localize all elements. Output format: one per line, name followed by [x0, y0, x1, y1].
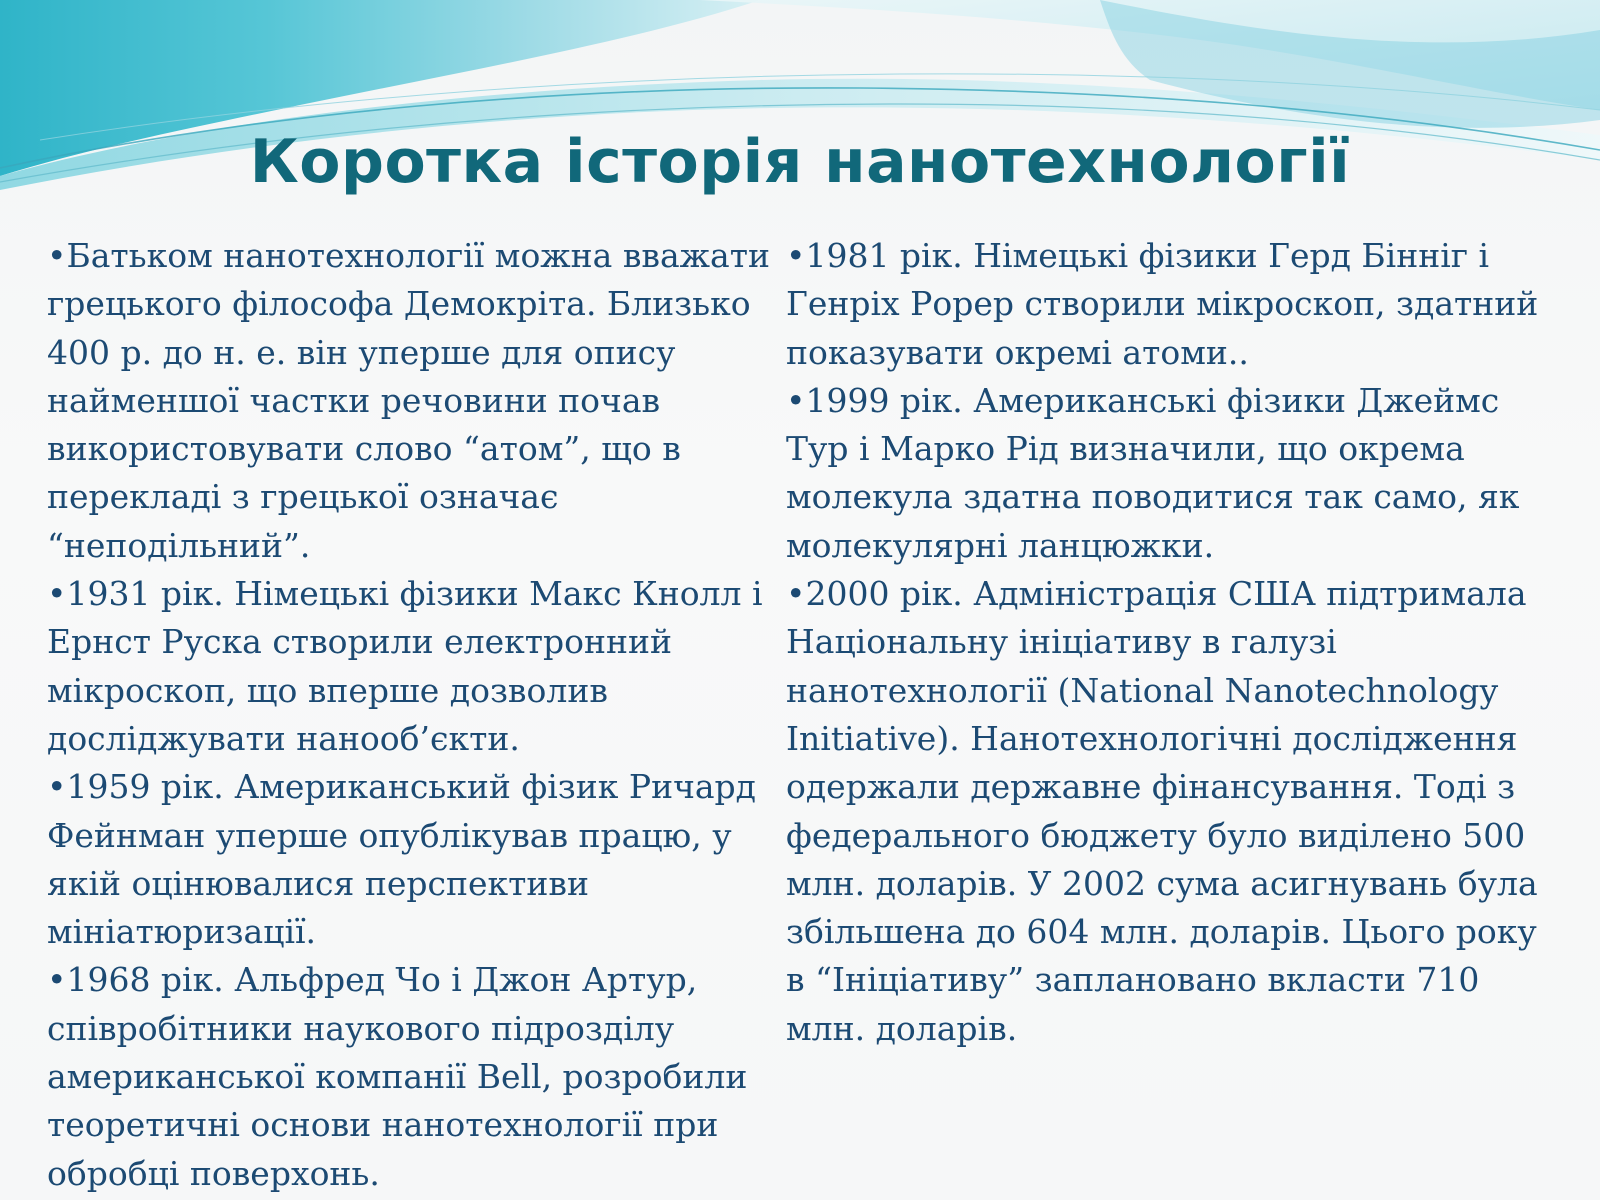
history-item-1931: •1931 рік. Німецькі фізики Макс Кнолл і Ернст Руска створили електронний мікроскоп, що вперше дозволив досліджувати нанооб’єкти.: [47, 574, 763, 758]
history-item-1959: •1959 рік. Американський фізик Ричард Фейнман уперше опублікував працю, у якій оцінювалися перспективи мініатюризації.: [47, 767, 757, 952]
history-item-2000: •2000 рік. Адміністрація США підтримала Національну ініціативу в галузі нанотехнології (National Nanotechnology Initiative). Нанотехнологічні дослідження одержали державне фінансування. Тоді з федерального бюджету було виділено 500 млн. доларів. У 2002 сума асигнувань була збільшена до 604 млн. доларів. Цього року в “Ініціативу” заплановано вкласти 710 млн. доларів.: [786, 574, 1538, 1048]
right-text-column: [786, 232, 1556, 1053]
history-item-1981: •1981 рік. Німецькі фізики Герд Бінніг і Генріх Рорер створили мікроскоп, здатний показувати окремі атоми..: [786, 236, 1539, 372]
left-text-column: [47, 232, 777, 1198]
history-item-democritus: •Батьком нанотехнології можна вважати грецького філософа Демокріта. Близько 400 р. до н. е. він уперше для опису найменшої частки речовини почав використовувати слово “атом”, що в перекладі з грецької означає “неподільний”.: [47, 236, 770, 565]
slide-title: Коротка історія нанотехнології: [249, 127, 1351, 197]
history-item-1968: •1968 рік. Альфред Чо і Джон Артур, співробітники наукового підрозділу американської компанії Bell, розробили теоретичні основи нанотехнології при обробці поверхонь.: [47, 960, 748, 1193]
history-item-1999: •1999 рік. Американські фізики Джеймс Тур і Марко Рід визначили, що окрема молекула здатна поводитися так само, як молекулярні ланцюжки.: [786, 380, 1520, 565]
